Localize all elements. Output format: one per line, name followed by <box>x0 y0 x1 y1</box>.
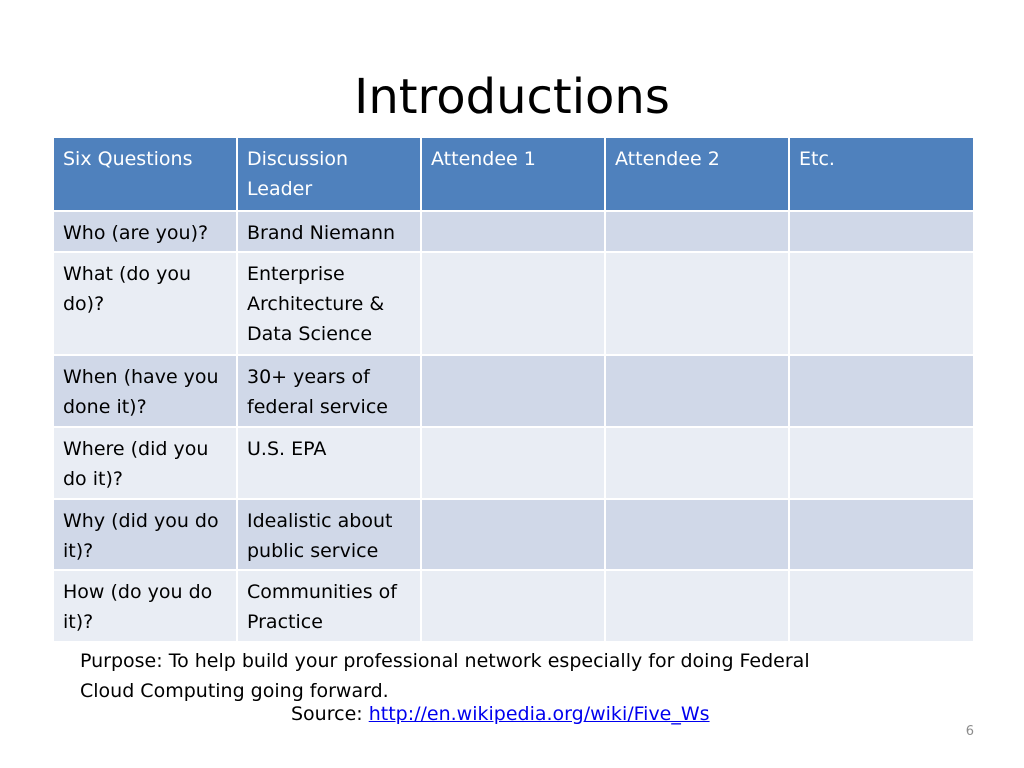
column-header-attendee-2: Attendee 2 <box>605 137 789 211</box>
table-row-why <box>53 499 974 570</box>
etc-cell <box>789 499 974 570</box>
question-cell: What (do you do)? <box>53 252 237 355</box>
slide-number: 6 <box>965 724 974 739</box>
table-row-who <box>53 211 974 252</box>
question-cell: Why (did you do it)? <box>53 499 237 570</box>
column-header-attendee-1: Attendee 1 <box>421 137 605 211</box>
etc-cell <box>789 427 974 499</box>
attendee-1-cell <box>421 499 605 570</box>
discussion-leader-cell: 30+ years of federal service <box>237 355 421 427</box>
discussion-leader-cell: Brand Niemann <box>237 211 421 252</box>
attendee-2-cell <box>605 570 789 642</box>
purpose-text: Purpose: To help build your professional network especially for doing Federal Cloud Computing going forward. <box>80 650 810 702</box>
attendee-2-cell <box>605 252 789 355</box>
attendee-1-cell <box>421 211 605 252</box>
question-cell: How (do you do it)? <box>53 570 237 642</box>
column-header-six-questions: Six Questions <box>53 137 237 211</box>
introductions-table <box>52 136 975 643</box>
question-cell: Who (are you)? <box>53 211 237 252</box>
discussion-leader-cell: U.S. EPA <box>237 427 421 499</box>
table-row-when <box>53 355 974 427</box>
discussion-leader-cell: Enterprise Architecture & Data Science <box>237 252 421 355</box>
attendee-1-cell <box>421 355 605 427</box>
question-cell: When (have you done it)? <box>53 355 237 427</box>
table-row-what <box>53 252 974 355</box>
question-cell: Where (did you do it)? <box>53 427 237 499</box>
attendee-1-cell <box>421 427 605 499</box>
attendee-2-cell <box>605 355 789 427</box>
attendee-2-cell <box>605 427 789 499</box>
attendee-1-cell <box>421 252 605 355</box>
source-line <box>291 700 710 728</box>
table-row-where <box>53 427 974 499</box>
etc-cell <box>789 211 974 252</box>
discussion-leader-cell: Idealistic about public service <box>237 499 421 570</box>
attendee-2-cell <box>605 499 789 570</box>
slide-title: Introductions <box>354 69 670 125</box>
etc-cell <box>789 570 974 642</box>
table-row-how <box>53 570 974 642</box>
etc-cell <box>789 355 974 427</box>
source-link[interactable]: http://en.wikipedia.org/wiki/Five_Ws <box>368 703 710 725</box>
column-header-etc: Etc. <box>789 137 974 211</box>
source-label: Source: <box>291 703 369 725</box>
column-header-discussion-leader: Discussion Leader <box>237 137 421 211</box>
table-header-row <box>53 137 974 211</box>
attendee-2-cell <box>605 211 789 252</box>
discussion-leader-cell: Communities of Practice <box>237 570 421 642</box>
etc-cell <box>789 252 974 355</box>
attendee-1-cell <box>421 570 605 642</box>
